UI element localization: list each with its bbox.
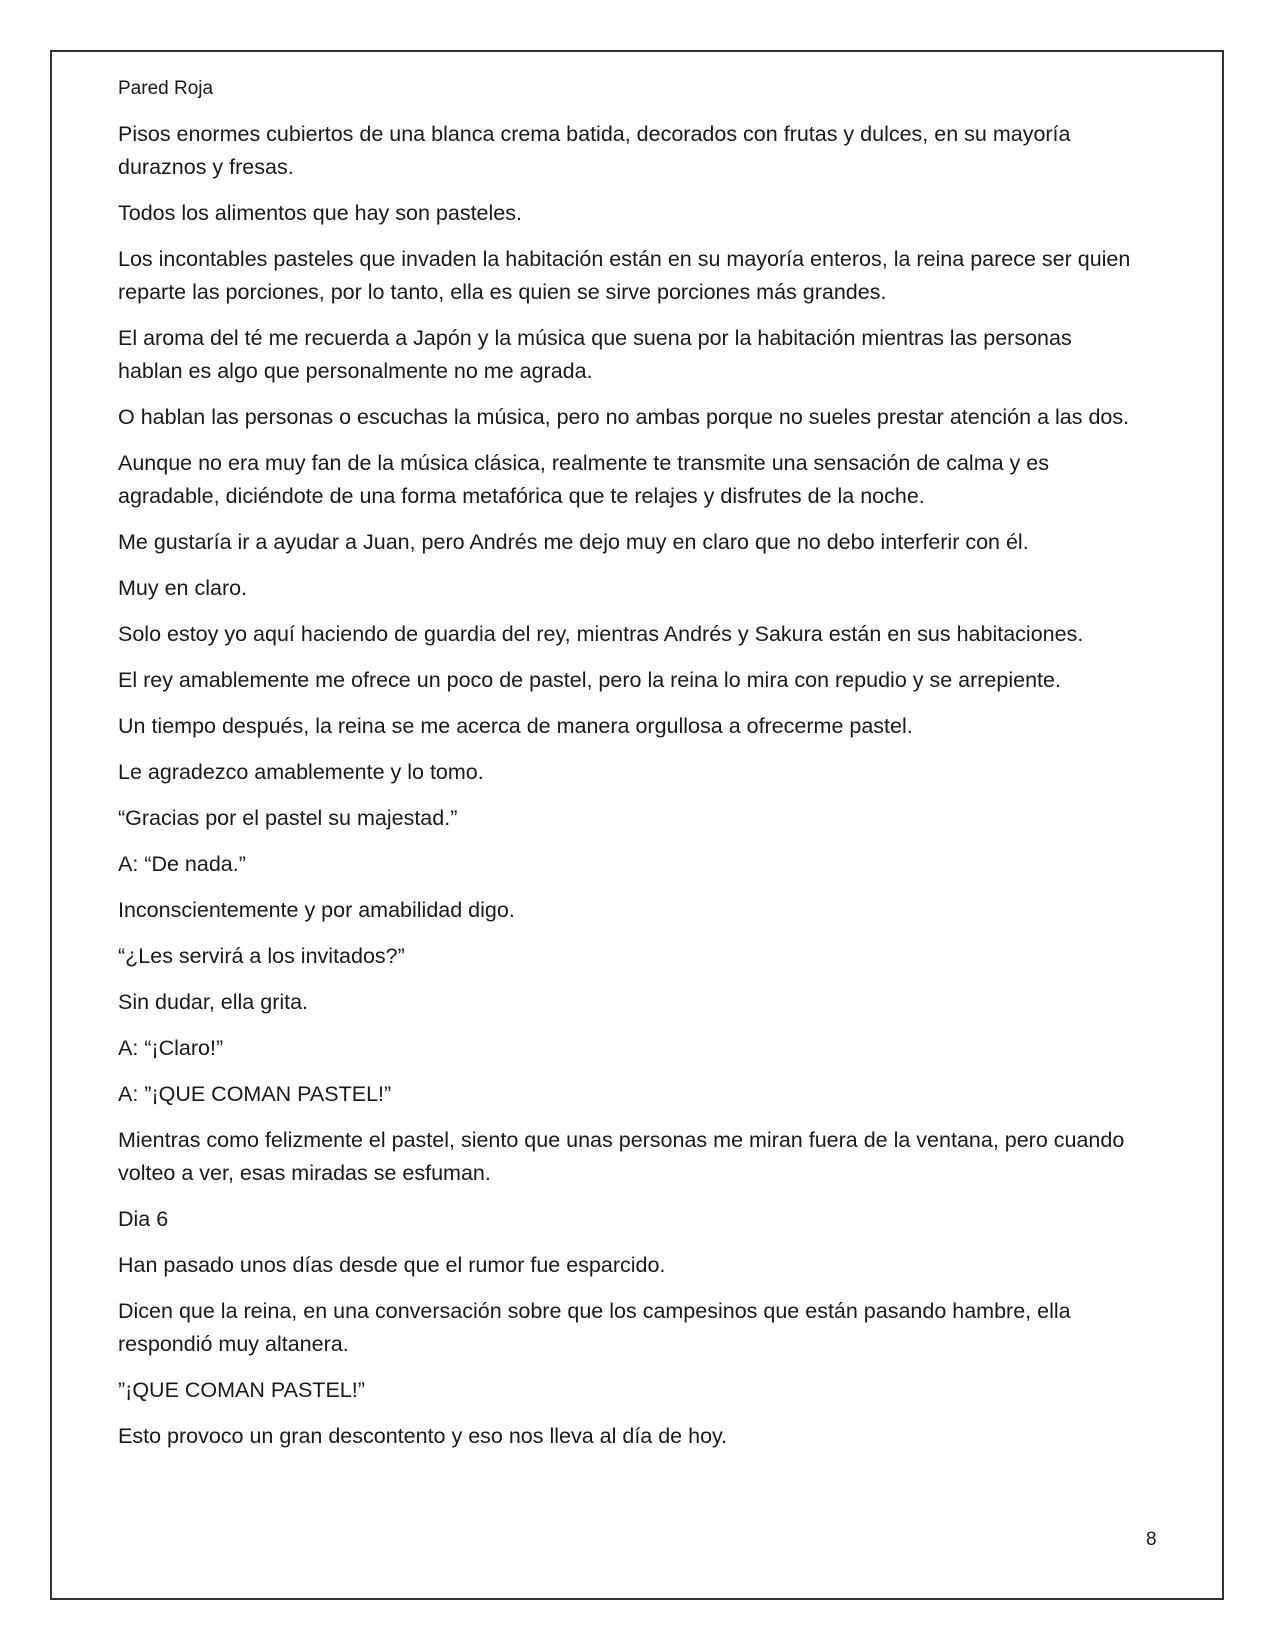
paragraph: Muy en claro. [118,576,248,600]
dialogue-line: “Gracias por el pastel su majestad.” [118,806,458,830]
paragraph: Pisos enormes cubiertos de una blanca crema batida, decorados con frutas y dulces, en su mayoría duraznos y fresas. [118,122,1071,179]
dialogue-line: A: “De nada.” [118,852,246,876]
paragraph: Todos los alimentos que hay son pasteles. [118,201,522,225]
paragraph: Me gustaría ir a ayudar a Juan, pero Andrés me dejo muy en claro que no debo interferir con él. [118,530,1029,554]
page-number: 8 [1146,1529,1157,1550]
dialogue-line: A: ”¡QUE COMAN PASTEL!” [118,1082,392,1106]
paragraph: Le agradezco amablemente y lo tomo. [118,760,484,784]
document-body [118,118,1140,1466]
paragraph: Esto provoco un gran descontento y eso nos lleva al día de hoy. [118,1424,728,1448]
dialogue-line: A: “¡Claro!” [118,1036,224,1060]
paragraph: El rey amablemente me ofrece un poco de pastel, pero la reina lo mira con repudio y se arrepiente. [118,668,1061,692]
paragraph: Mientras como felizmente el pastel, siento que unas personas me miran fuera de la ventana, pero cuando volteo a ver, esas miradas se esfuman. [118,1128,1125,1185]
paragraph: Solo estoy yo aquí haciendo de guardia del rey, mientras Andrés y Sakura están en sus habitaciones. [118,622,1084,646]
section-heading: Dia 6 [118,1207,169,1231]
page-header: Pared Roja [118,78,214,99]
paragraph: Aunque no era muy fan de la música clásica, realmente te transmite una sensación de calma y es agradable, diciéndote de una forma metafórica que te relajes y disfrutes de la noche. [118,451,1049,508]
paragraph: Inconscientemente y por amabilidad digo. [118,898,515,922]
paragraph: El aroma del té me recuerda a Japón y la música que suena por la habitación mientras las personas hablan es algo que personalmente no me agrada. [118,326,1072,383]
paragraph: Han pasado unos días desde que el rumor fue esparcido. [118,1253,666,1277]
paragraph: Sin dudar, ella grita. [118,990,309,1014]
dialogue-line: ”¡QUE COMAN PASTEL!” [118,1378,365,1402]
paragraph: Los incontables pasteles que invaden la habitación están en su mayoría enteros, la reina parece ser quien reparte las porciones, por lo tanto, ella es quien se sirve porciones más grandes. [118,247,1131,304]
paragraph: Un tiempo después, la reina se me acerca de manera orgullosa a ofrecerme pastel. [118,714,913,738]
dialogue-line: “¿Les servirá a los invitados?” [118,944,405,968]
paragraph: Dicen que la reina, en una conversación sobre que los campesinos que están pasando hambre, ella respondió muy altanera. [118,1299,1071,1356]
paragraph: O hablan las personas o escuchas la música, pero no ambas porque no sueles prestar atención a las dos. [118,405,1130,429]
